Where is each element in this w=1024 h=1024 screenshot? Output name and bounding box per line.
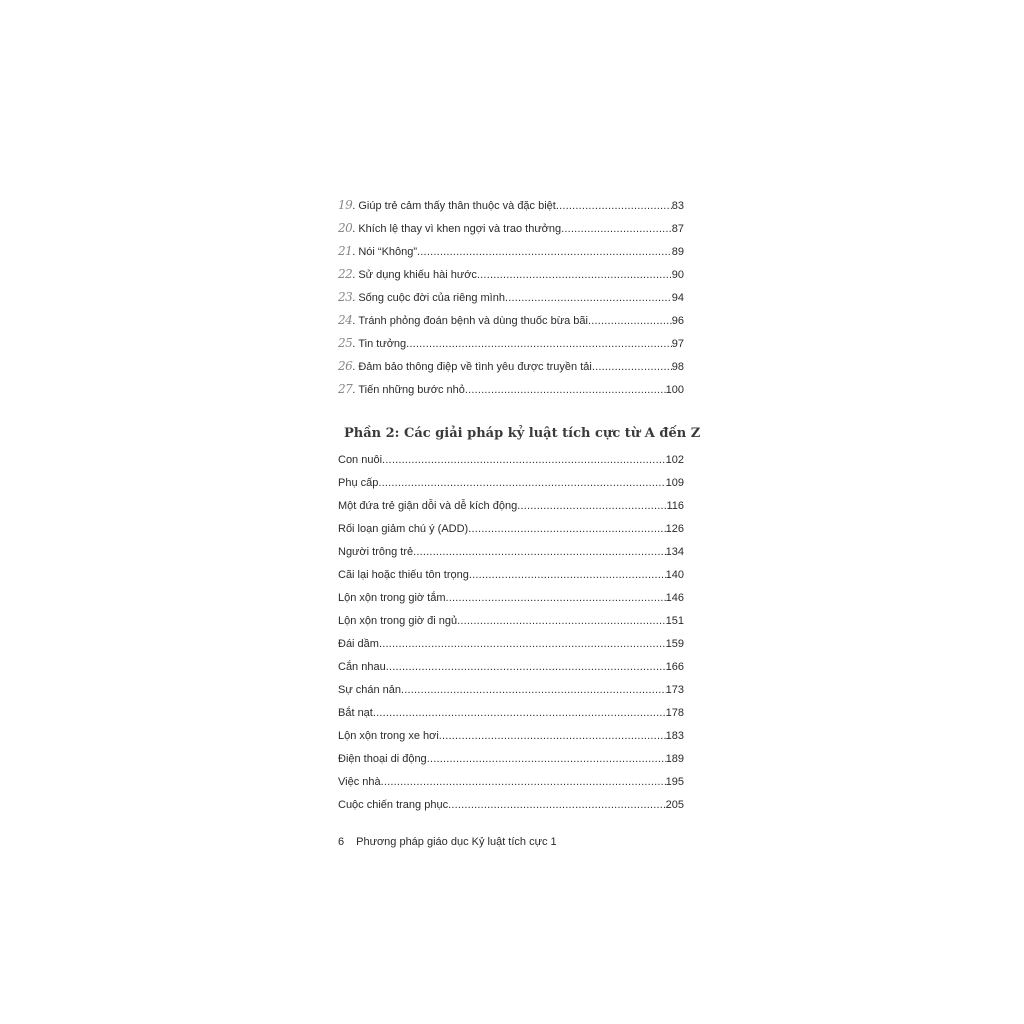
entry-page: 94 — [671, 292, 684, 304]
entry-page: 166 — [665, 661, 684, 673]
entry-separator: . — [352, 292, 356, 304]
dot-leader — [469, 568, 666, 582]
dot-leader — [517, 499, 666, 513]
entry-page: 205 — [665, 799, 684, 811]
entry-title: Lộn xộn trong xe hơi — [338, 730, 439, 742]
dot-leader — [468, 522, 665, 536]
entry-page: 87 — [671, 223, 684, 235]
entry-separator: . — [352, 200, 356, 212]
toc-entry — [338, 545, 684, 568]
dot-leader — [588, 314, 672, 328]
entry-number: 19 — [338, 198, 353, 212]
entry-number: 27 — [338, 382, 353, 396]
footer-book-title: Phương pháp giáo dục Kỷ luật tích cực 1 — [356, 836, 557, 848]
dot-leader — [382, 453, 666, 467]
dot-leader — [379, 637, 666, 651]
entry-page: 96 — [671, 315, 684, 327]
toc-part-1 — [338, 198, 684, 405]
entry-separator: . — [352, 338, 356, 350]
toc-entry — [338, 198, 684, 221]
toc-entry — [338, 336, 684, 359]
entry-title: Cãi lại hoặc thiếu tôn trọng — [338, 569, 469, 581]
dot-leader — [448, 798, 666, 812]
entry-page: 195 — [665, 776, 684, 788]
entry-title: Việc nhà — [338, 776, 381, 788]
entry-title: Đảm bảo thông điệp về tình yêu được truyền tải — [358, 361, 592, 373]
toc-entry — [338, 591, 684, 614]
entry-page: 173 — [665, 684, 684, 696]
entry-title: Lộn xộn trong giờ đi ngủ — [338, 615, 458, 627]
dot-leader — [427, 752, 666, 766]
toc-entry — [338, 683, 684, 706]
toc-entry — [338, 660, 684, 683]
entry-separator: . — [352, 361, 356, 373]
entry-title: Sự chán nản — [338, 684, 402, 696]
dot-leader — [417, 245, 672, 259]
entry-title: Cuộc chiến trang phục — [338, 799, 449, 811]
entry-title: Rối loạn giảm chú ý (ADD) — [338, 523, 469, 535]
dot-leader — [465, 383, 666, 397]
entry-title: Tiến những bước nhỏ — [358, 384, 465, 396]
entry-page: 89 — [671, 246, 684, 258]
toc-entry — [338, 614, 684, 637]
entry-title: Phụ cấp — [338, 477, 379, 489]
entry-page: 100 — [665, 384, 684, 396]
toc-entry — [338, 453, 684, 476]
toc-entry — [338, 637, 684, 660]
entry-number: 26 — [338, 359, 353, 373]
entry-number: 23 — [338, 290, 353, 304]
entry-page: 97 — [671, 338, 684, 350]
dot-leader — [505, 291, 672, 305]
toc-entry — [338, 568, 684, 591]
entry-page: 98 — [671, 361, 684, 373]
dot-leader — [373, 706, 666, 720]
entry-title: Sử dụng khiếu hài hước — [358, 269, 477, 281]
entry-separator: . — [352, 223, 356, 235]
entry-title: Điện thoại di động — [338, 753, 427, 765]
toc-entry — [338, 359, 684, 382]
entry-title: Giúp trẻ cảm thấy thân thuộc và đặc biệt — [358, 200, 556, 212]
dot-leader — [592, 360, 672, 374]
toc-entry — [338, 499, 684, 522]
entry-title: Nói “Không” — [358, 246, 418, 258]
entry-page: 189 — [665, 753, 684, 765]
entry-page: 90 — [671, 269, 684, 281]
entry-title: Người trông trẻ — [338, 546, 414, 558]
toc-entry — [338, 476, 684, 499]
toc-entry — [338, 244, 684, 267]
toc-entry — [338, 775, 684, 798]
entry-title: Bắt nạt — [338, 707, 373, 719]
dot-leader — [439, 729, 666, 743]
dot-leader — [406, 337, 672, 351]
entry-title: Sống cuộc đời của riêng mình — [358, 292, 505, 304]
entry-page: 134 — [665, 546, 684, 558]
entry-separator: . — [352, 315, 356, 327]
entry-page: 109 — [665, 477, 684, 489]
entry-number: 20 — [338, 221, 353, 235]
entry-number: 22 — [338, 267, 353, 281]
entry-page: 159 — [665, 638, 684, 650]
toc-part-2 — [338, 453, 684, 816]
toc-entry — [338, 382, 684, 405]
entry-page: 83 — [671, 200, 684, 212]
entry-page: 102 — [665, 454, 684, 466]
toc-entry — [338, 798, 684, 816]
toc-entry — [338, 752, 684, 775]
entry-title: Khích lệ thay vì khen ngợi và trao thưởng — [358, 223, 562, 235]
entry-page: 146 — [665, 592, 684, 604]
toc-entry — [338, 221, 684, 244]
dot-leader — [561, 222, 672, 236]
entry-page: 183 — [665, 730, 684, 742]
page-footer — [338, 836, 557, 848]
part-2-heading: Phần 2: Các giải pháp kỷ luật tích cực từ A đến Z — [344, 426, 701, 441]
entry-title: Đái dầm — [338, 638, 379, 650]
toc-entry — [338, 313, 684, 336]
toc-entry — [338, 290, 684, 313]
entry-page: 116 — [666, 500, 684, 512]
toc-entry — [338, 522, 684, 545]
entry-page: 178 — [665, 707, 684, 719]
entry-page: 151 — [665, 615, 684, 627]
entry-number: 21 — [338, 244, 353, 258]
dot-leader — [457, 614, 666, 628]
entry-separator: . — [352, 384, 356, 396]
entry-separator: . — [352, 269, 356, 281]
entry-number: 24 — [338, 313, 353, 327]
entry-page: 140 — [665, 569, 684, 581]
entry-page: 126 — [665, 523, 684, 535]
entry-separator: . — [352, 246, 356, 258]
toc-entry — [338, 706, 684, 729]
entry-title: Một đứa trẻ giận dỗi và dễ kích động — [338, 500, 518, 512]
entry-title: Cắn nhau — [338, 661, 386, 673]
toc-entry — [338, 267, 684, 290]
dot-leader — [446, 591, 666, 605]
footer-page-number: 6 — [338, 836, 345, 848]
dot-leader — [386, 660, 666, 674]
entry-title: Lộn xộn trong giờ tắm — [338, 592, 446, 604]
dot-leader — [381, 775, 666, 789]
dot-leader — [401, 683, 666, 697]
dot-leader — [556, 199, 672, 213]
dot-leader — [413, 545, 666, 559]
entry-title: Con nuôi — [338, 454, 383, 466]
entry-title: Tin tưởng — [358, 338, 407, 350]
dot-leader — [477, 268, 672, 282]
dot-leader — [378, 476, 665, 490]
entry-number: 25 — [338, 336, 353, 350]
toc-entry — [338, 729, 684, 752]
entry-title: Tránh phỏng đoán bệnh và dùng thuốc bừa bãi — [358, 315, 588, 327]
